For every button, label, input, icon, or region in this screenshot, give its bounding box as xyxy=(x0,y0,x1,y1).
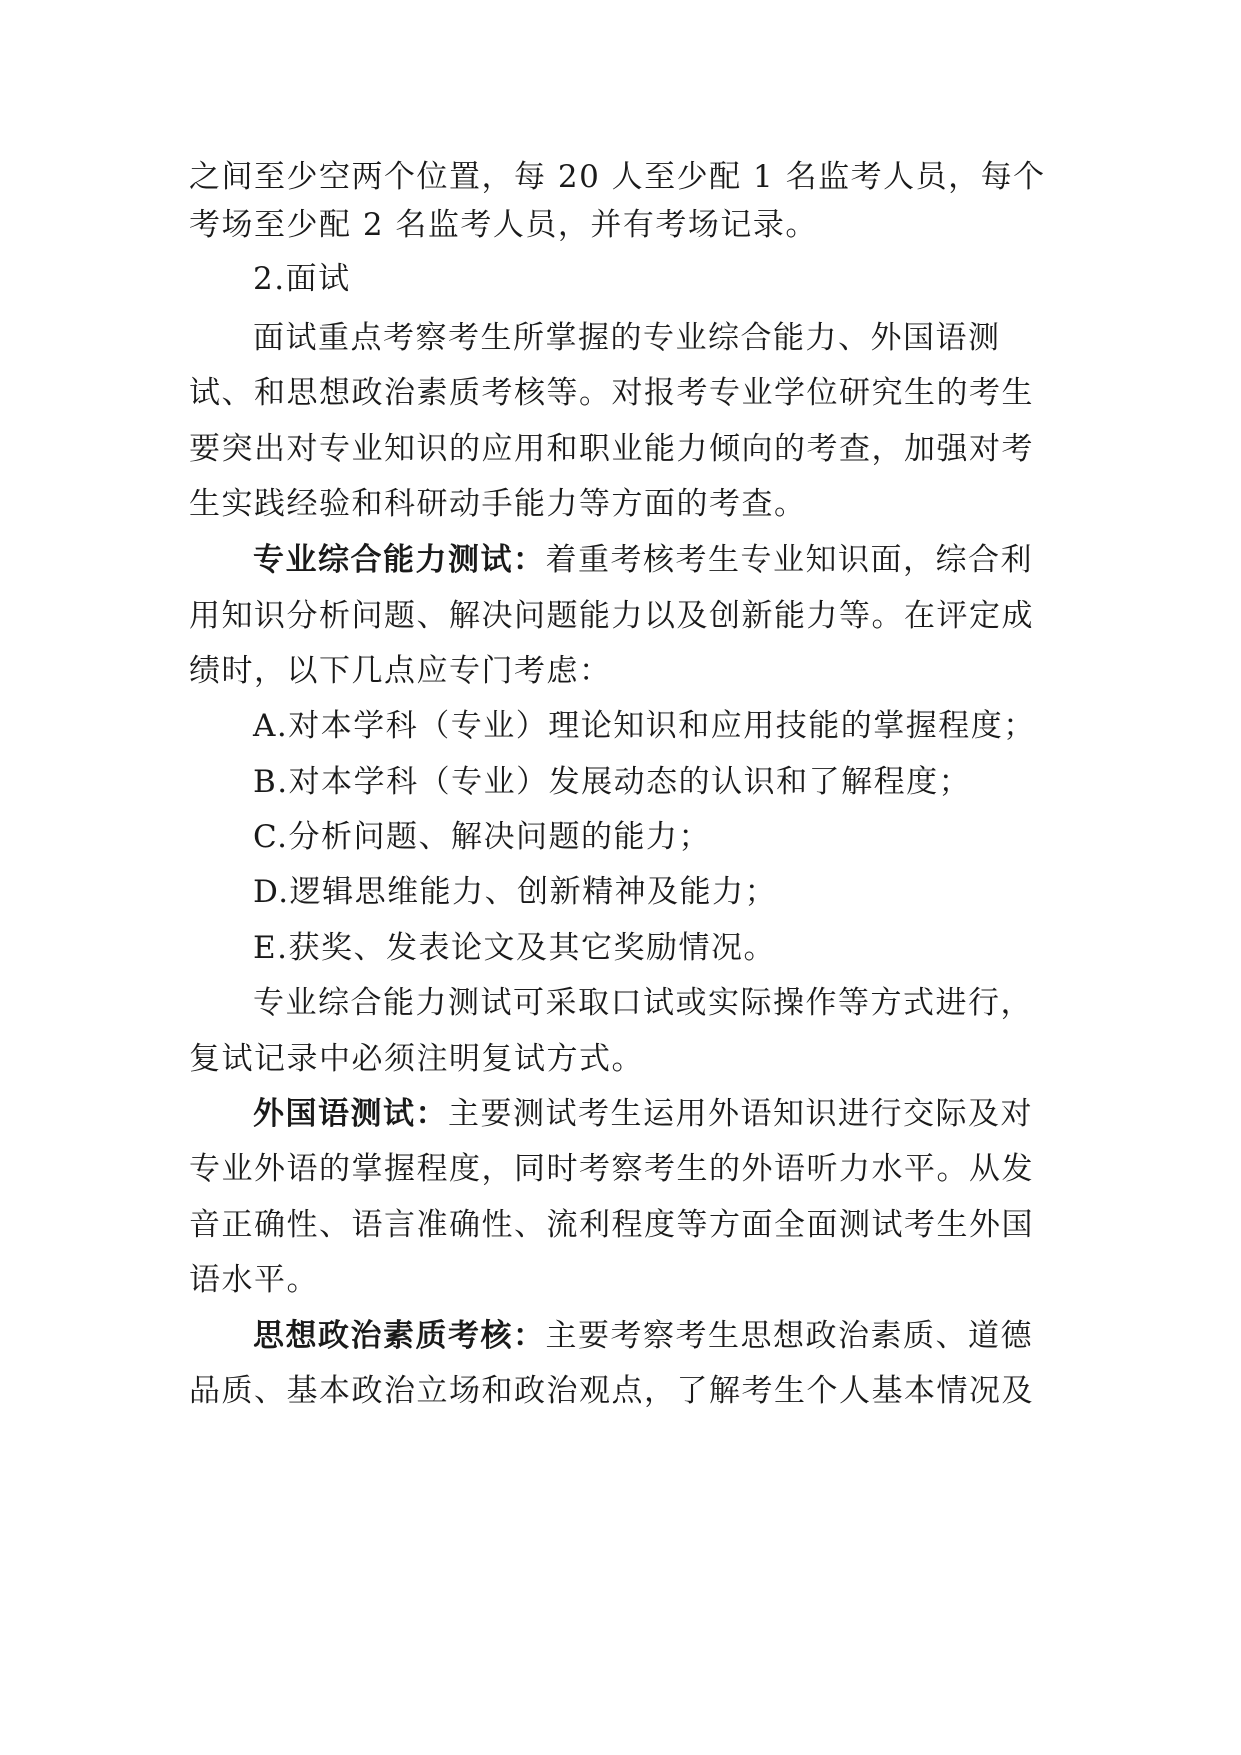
text-line: 要突出对专业知识的应用和职业能力倾向的考查，加强对考 xyxy=(189,431,1034,467)
paragraph-first-line xyxy=(253,538,1033,582)
paragraph-first-line: 专业综合能力测试可采取口试或实际操作等方式进行， xyxy=(253,985,1033,1021)
text-span: 主要考察考生思想政治素质、道德 xyxy=(545,1318,1033,1354)
list-item: D.逻辑思维能力、创新精神及能力； xyxy=(253,874,778,910)
text-line: 生实践经验和科研动手能力等方面的考查。 xyxy=(189,486,807,522)
section-heading: 2.面试 xyxy=(253,261,351,297)
paragraph-first-line xyxy=(253,1314,1033,1358)
text-line: 之间至少空两个位置，每 20 人至少配 1 名监考人员，每个 xyxy=(189,159,1046,195)
paragraph-first-line xyxy=(253,1092,1033,1136)
subsection-heading: 思想政治素质考核： xyxy=(253,1318,546,1354)
text-span: 主要测试考生运用外语知识进行交际及对 xyxy=(448,1096,1033,1132)
list-item: A.对本学科（专业）理论知识和应用技能的掌握程度； xyxy=(253,708,1036,744)
text-line: 专业外语的掌握程度，同时考察考生的外语听力水平。从发 xyxy=(189,1151,1034,1187)
text-span: 着重考核考生专业知识面，综合利 xyxy=(545,542,1033,578)
text-line: 试、和思想政治素质考核等。对报考专业学位研究生的考生 xyxy=(189,375,1034,411)
text-line: 复试记录中必须注明复试方式。 xyxy=(189,1041,644,1077)
list-item: B.对本学科（专业）发展动态的认识和了解程度； xyxy=(253,764,972,800)
text-line: 考场至少配 2 名监考人员，并有考场记录。 xyxy=(189,207,818,243)
list-item: C.分析问题、解决问题的能力； xyxy=(253,819,711,855)
text-line: 品质、基本政治立场和政治观点，了解考生个人基本情况及 xyxy=(189,1373,1034,1409)
text-line: 语水平。 xyxy=(189,1262,319,1298)
list-item: E.获奖、发表论文及其它奖励情况。 xyxy=(253,930,776,966)
paragraph-first-line: 面试重点考察考生所掌握的专业综合能力、外国语测 xyxy=(253,320,1001,356)
text-line: 音正确性、语言准确性、流利程度等方面全面测试考生外国 xyxy=(189,1207,1034,1243)
subsection-heading: 外国语测试： xyxy=(253,1096,448,1132)
text-line: 用知识分析问题、解决问题能力以及创新能力等。在评定成 xyxy=(189,598,1034,634)
subsection-heading: 专业综合能力测试： xyxy=(253,542,546,578)
text-line: 绩时，以下几点应专门考虑： xyxy=(189,653,612,689)
